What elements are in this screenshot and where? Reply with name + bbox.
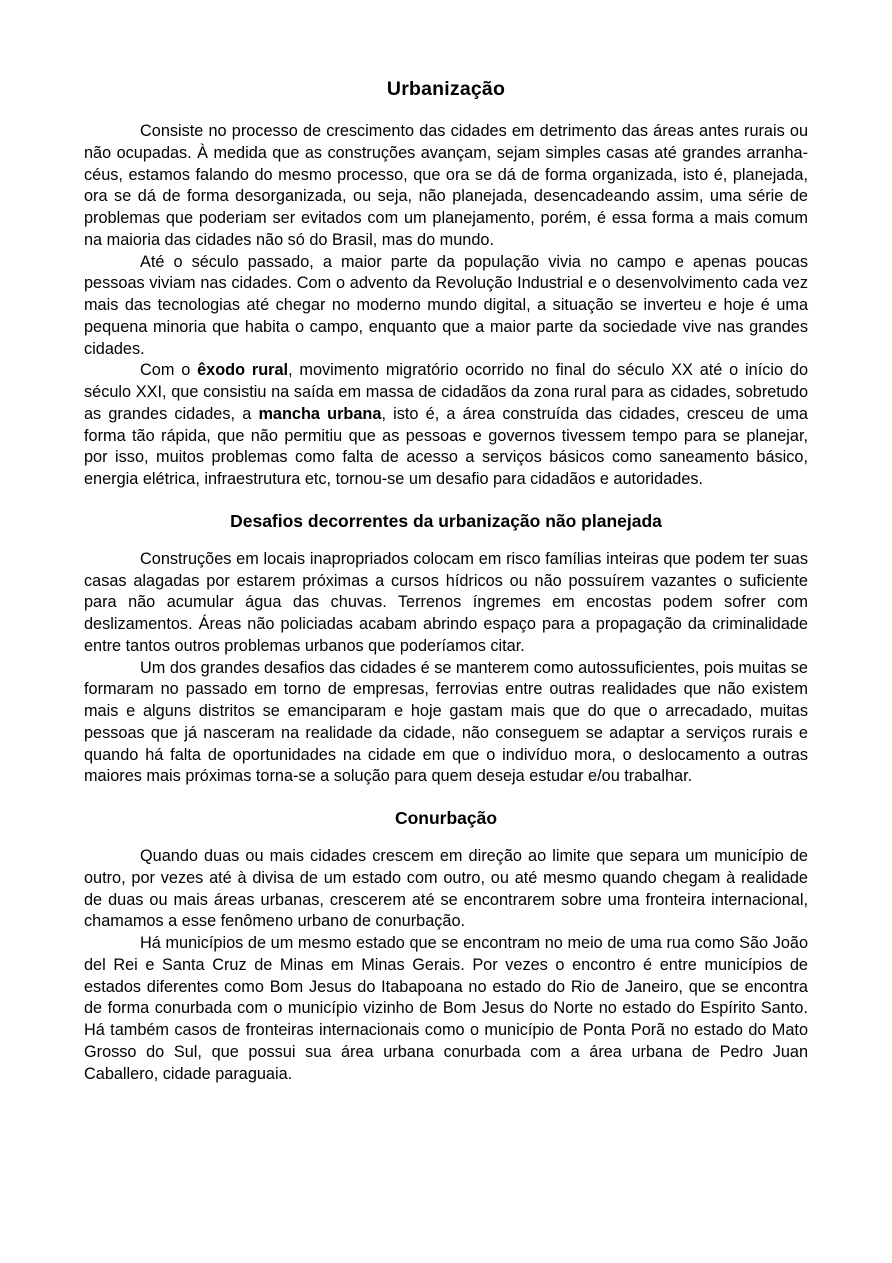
paragraph-7: Há municípios de um mesmo estado que se encontram no meio de uma rua como São João del Rei e Santa Cruz de Minas em Minas Gerais. Por vezes o encontro é entre municípios de estados diferentes como Bom Jesus do Itabapoana no estado do Rio de Janeiro, que se encontra de forma conurbada com o município vizinho de Bom Jesus do Norte no estado do Espírito Santo. Há também casos de fronteiras internacionais como o município de Ponta Porã no estado do Mato Grosso do Sul, que possui sua área urbana conurbada com a área urbana de Pedro Juan Caballero, cidade paraguaia.: [84, 934, 808, 1083]
term-mancha-urbana: mancha urbana: [258, 404, 382, 423]
term-exodo-rural: êxodo rural: [197, 361, 289, 380]
paragraph-5: Um dos grandes desafios das cidades é se manterem como autossuficientes, pois muitas se formaram no passado em torno de empresas, ferrovias entre outras realidades que não existem mais e alguns distritos se emanciparam e hoje gastam mais que do que o arrecadado, muitas pessoas que já nasceram na realidade da cidade, não conseguem se adaptar a serviços rurais e quando há falta de oportunidades na cidade em que o indivíduo mora, o deslocamento a outras maiores mais próximas torna-se a solução para quem deseja estudar e/ou trabalhar.: [84, 658, 808, 786]
section-heading-conurbacao: Conurbação: [394, 808, 498, 828]
paragraph-6: Quando duas ou mais cidades crescem em direção ao limite que separa um município de outro, por vezes até à divisa de um estado com outro, ou até mesmo quando chegam à realidade de duas ou mais áreas urbanas, crescerem até se encontrarem sobre uma fronteira internacional, chamamos a esse fenômeno urbano de conurbação.: [84, 847, 808, 931]
page-title: Urbanização: [386, 78, 506, 100]
paragraph-3-run-5: , isto é, a área construída das cidades, cresceu de uma forma tão rápida, que não permitiu que as pessoas e governos tivessem tempo para se planejar, por isso, muitos problemas como falta de acesso a serviços básicos como saneamento básico, energia elétrica, infraestrutura etc, tornou-se um desafio para cidadãos e autoridades.: [84, 404, 808, 488]
paragraph-1: Consiste no processo de crescimento das cidades em detrimento das áreas antes rurais ou não ocupadas. À medida que as construções avançam, sejam simples casas até grandes arranha-céus, estamos falando do mesmo processo, que ora se dá de forma organizada, isto é, planejada, ora se dá de forma desorganizada, ou seja, não planejada, desencadeando assim, uma série de problemas que poderiam ser evitados com um planejamento, porém, é essa forma a mais comum na maioria das cidades não só do Brasil, mas do mundo.: [84, 122, 808, 249]
paragraph-3-run-1: Com o: [140, 361, 198, 380]
paragraph-3: [84, 360, 808, 491]
section-heading-desafios: Desafios decorrentes da urbanização não planejada: [230, 510, 662, 531]
paragraph-3-run-3: , movimento migratório ocorrido no final do século XX até o início do século XXI, que consistiu na saída em massa de cidadãos da zona rural para as cidades, sobretudo as grandes cidades, a: [84, 361, 808, 423]
paragraph-4: Construções em locais inapropriados colocam em risco famílias inteiras que podem ter suas casas alagadas por estarem próximas a cursos hídricos ou não possuírem vazantes o suficiente para não acumular água das chuvas. Terrenos íngremes em encostas podem sofrer com deslizamentos. Áreas não policiadas acabam abrindo espaço para a propagação da criminalidade entre tantos outros problemas urbanos que poderíamos citar.: [84, 549, 808, 655]
paragraph-2: Até o século passado, a maior parte da população vivia no campo e apenas poucas pessoas viviam nas cidades. Com o advento da Revolução Industrial e o desenvolvimento cada vez mais das tecnologias até chegar no moderno mundo digital, a situação se inverteu e hoje é uma pequena minoria que habita o campo, enquanto que a maior parte da sociedade vive nas grandes cidades.: [84, 252, 808, 358]
